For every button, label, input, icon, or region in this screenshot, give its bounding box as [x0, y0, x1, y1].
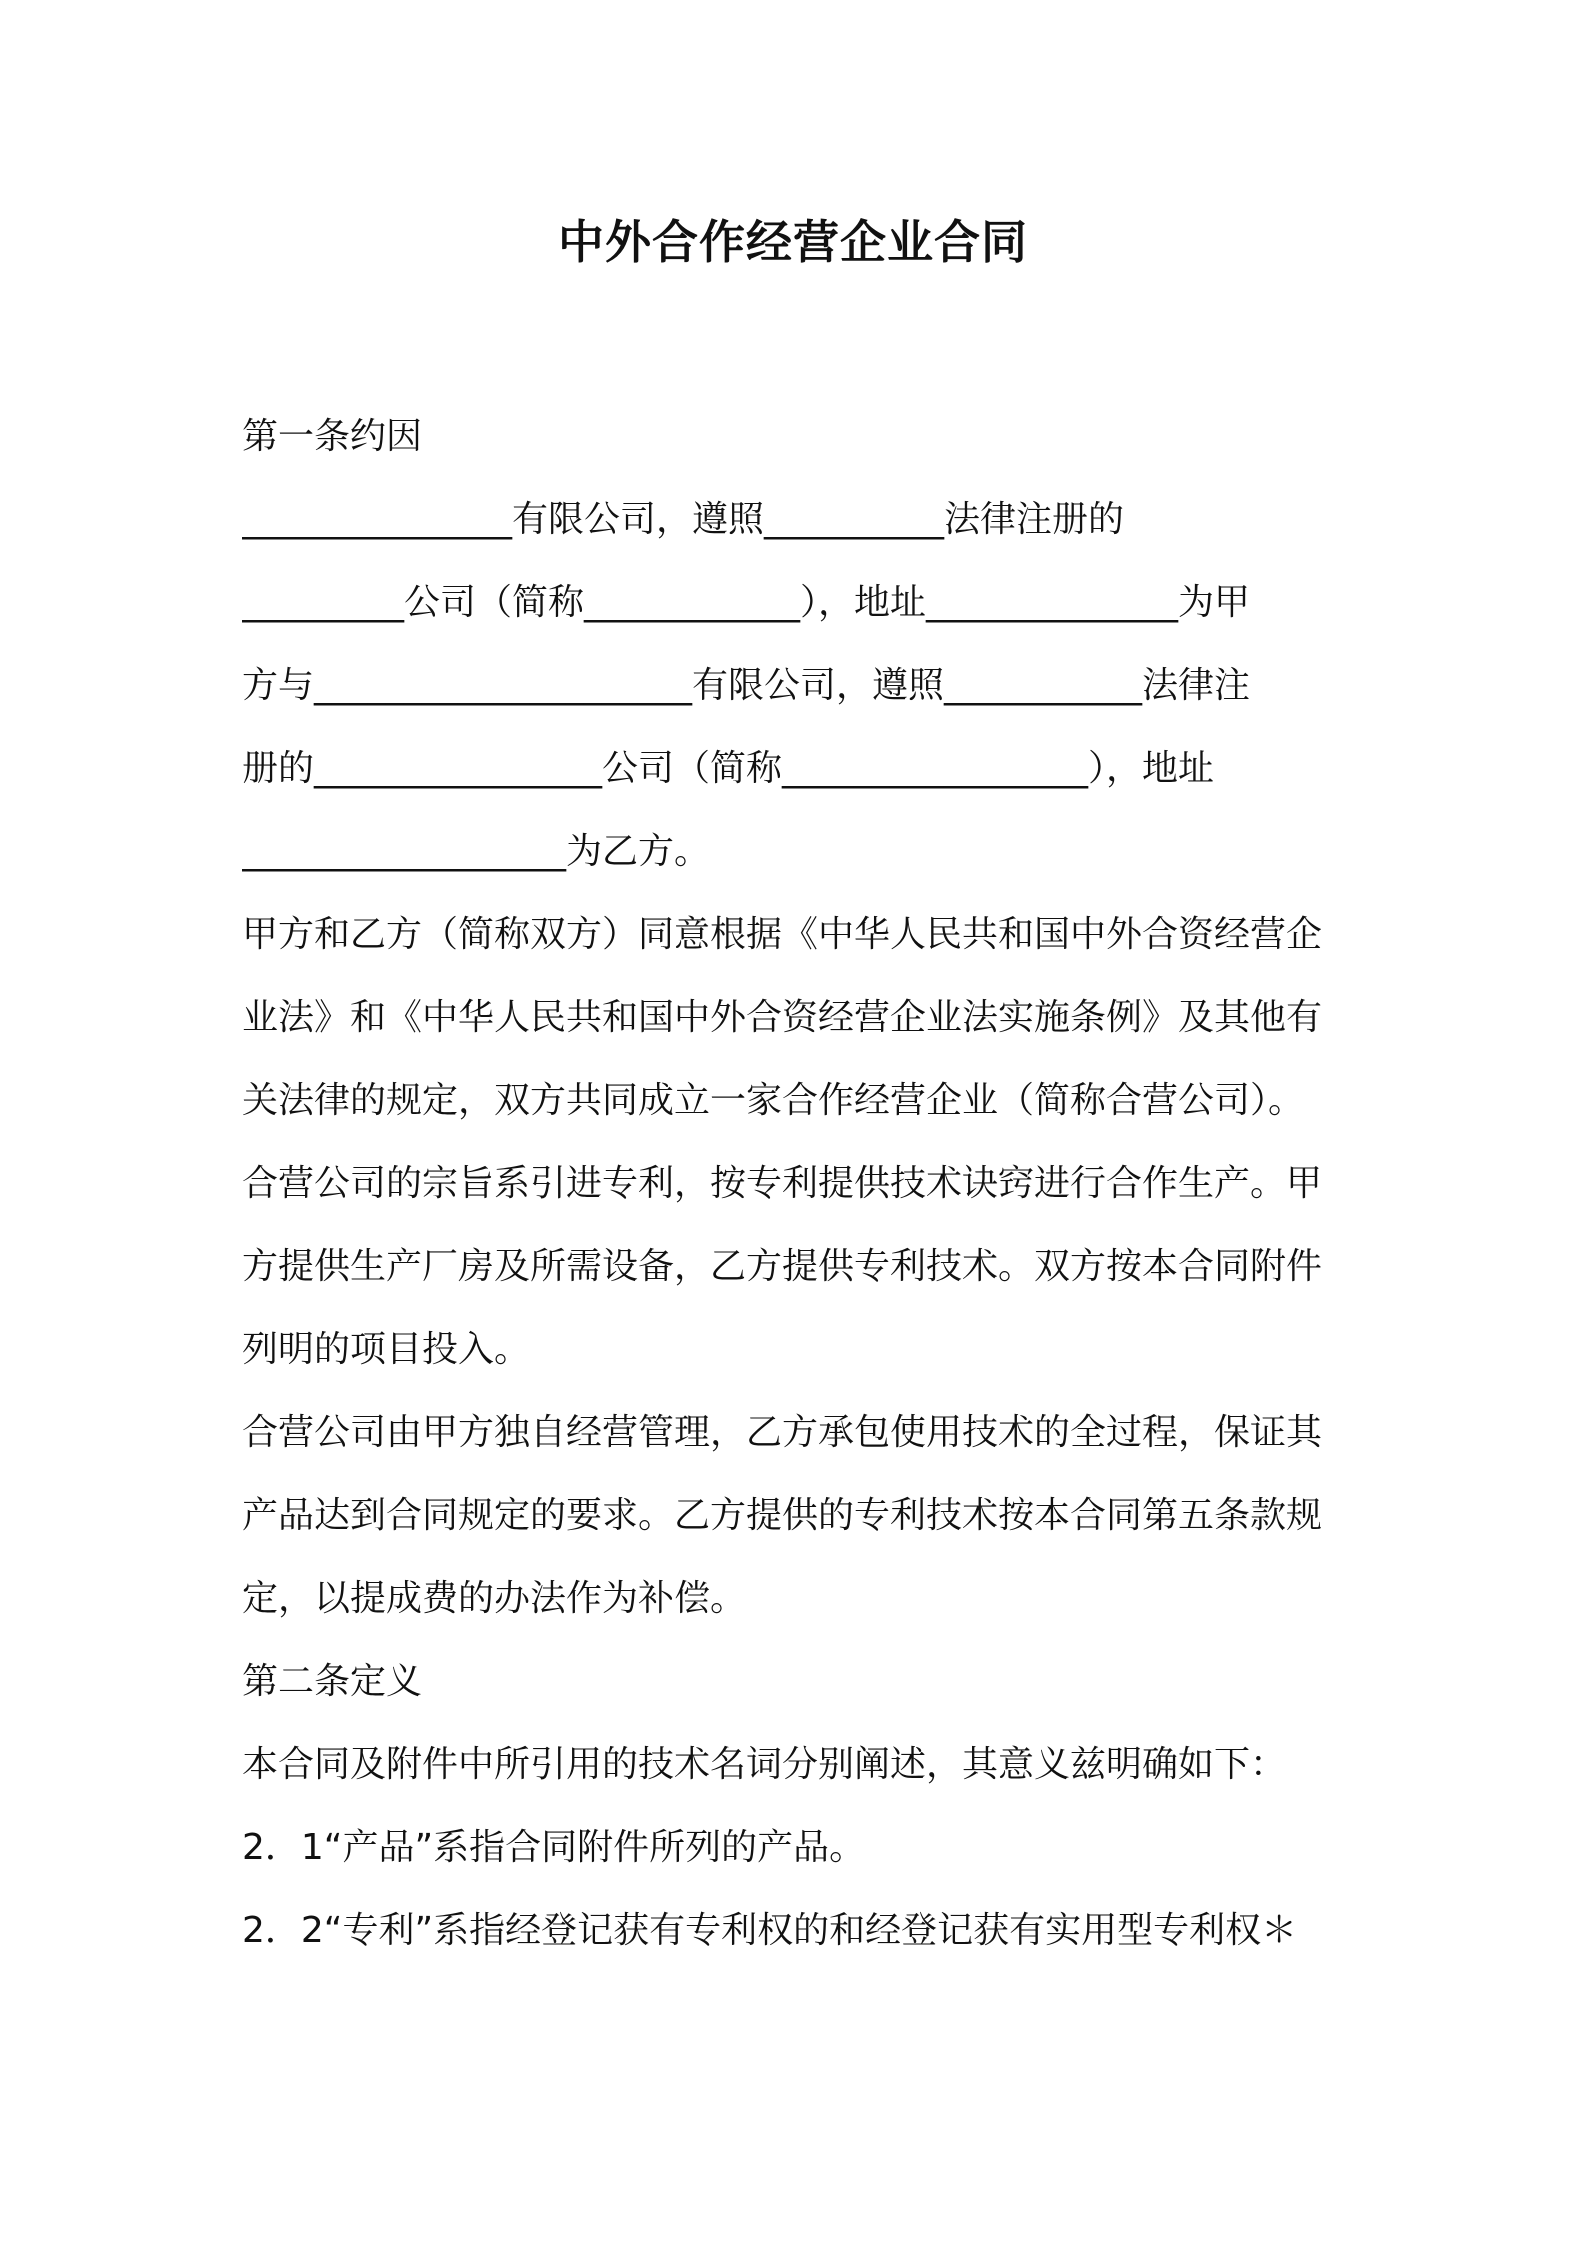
paragraph-line: __________________为乙方。: [242, 831, 711, 872]
paragraph-line: 甲方和乙方（简称双方）同意根据《中华人民共和国中外合资经营企: [242, 914, 1323, 955]
paragraph-line: 方与_____________________有限公司，遵照___________法律注: [242, 665, 1251, 706]
paragraph-line: 本合同及附件中所引用的技术名词分别阐述，其意义兹明确如下：: [242, 1744, 1287, 1785]
paragraph-line: 业法》和《中华人民共和国中外合资经营企业法实施条例》及其他有: [242, 997, 1323, 1038]
paragraph-line: 合营公司由甲方独自经营管理，乙方承包使用技术的全过程，保证其: [242, 1412, 1323, 1453]
clause-line: 2．2“专利”系指经登记获有专利权的和经登记获有实用型专利权＊: [242, 1910, 1298, 1951]
paragraph-line: 方提供生产厂房及所需设备，乙方提供专利技术。双方按本合同附件: [242, 1246, 1323, 1287]
document-title: 中外合作经营企业合同: [558, 215, 1028, 269]
article-heading: 第二条定义: [242, 1661, 423, 1702]
paragraph-line: _______________有限公司，遵照__________法律注册的: [242, 499, 1125, 540]
clause-line: 2．1“产品”系指合同附件所列的产品。: [242, 1827, 866, 1868]
paragraph-line: 合营公司的宗旨系引进专利，按专利提供技术诀窍进行合作生产。甲: [242, 1163, 1323, 1204]
paragraph-line: 关法律的规定，双方共同成立一家合作经营企业（简称合营公司）。: [242, 1080, 1305, 1121]
paragraph-line: 册的________________公司（简称_________________），地址: [242, 748, 1215, 789]
paragraph-line: 定，以提成费的办法作为补偿。: [242, 1578, 747, 1619]
article-heading: 第一条约因: [242, 416, 423, 457]
paragraph-line: _________公司（简称____________），地址______________为甲: [242, 582, 1251, 623]
paragraph-line: 产品达到合同规定的要求。乙方提供的专利技术按本合同第五条款规: [242, 1495, 1323, 1536]
paragraph-line: 列明的项目投入。: [242, 1329, 531, 1370]
